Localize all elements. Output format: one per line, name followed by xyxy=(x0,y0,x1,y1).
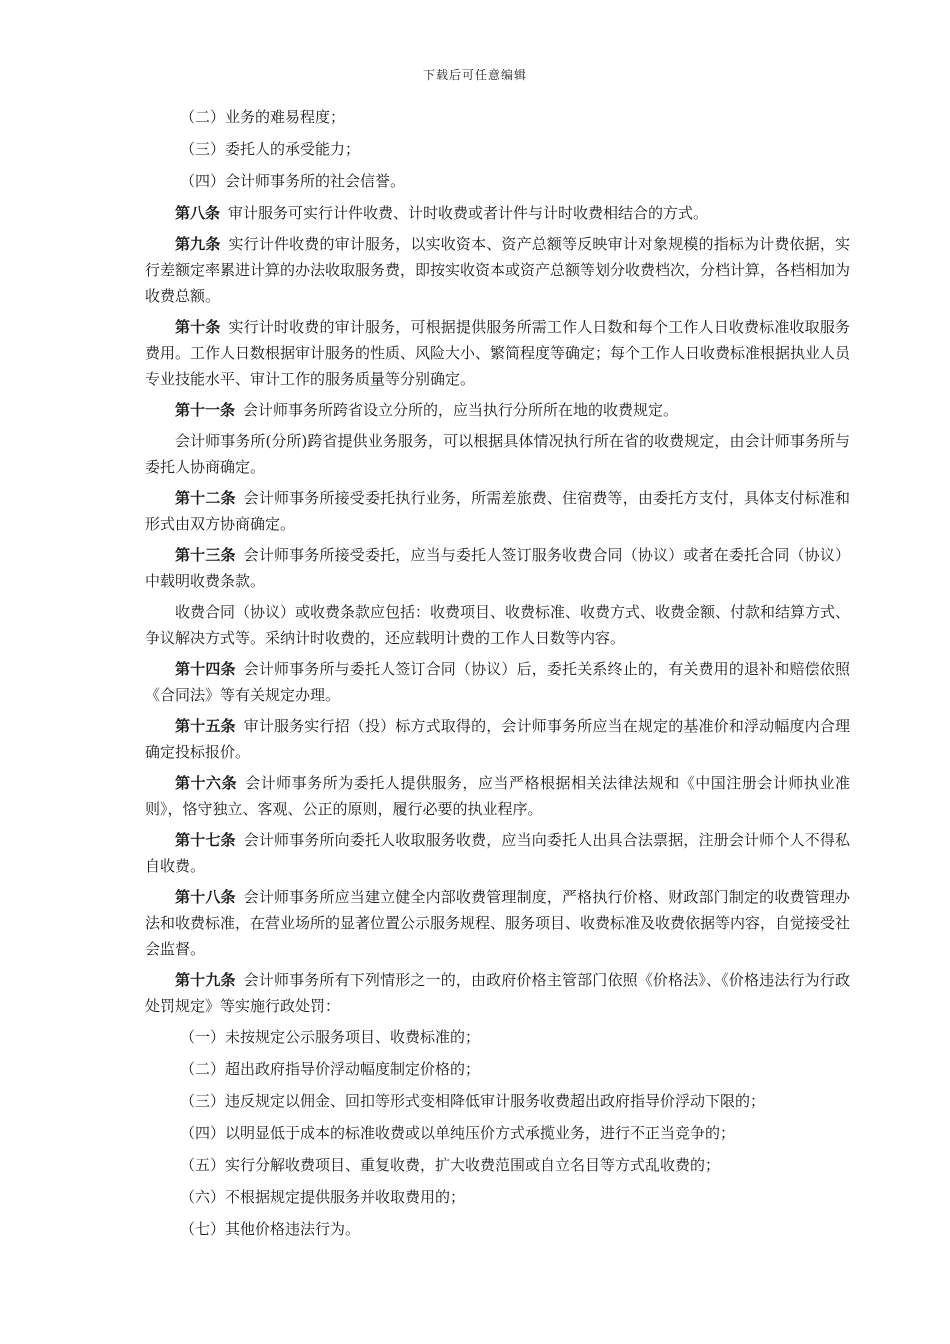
article-number: 第十五条 xyxy=(175,717,236,735)
article-paragraph xyxy=(145,397,850,423)
article-number: 第十一条 xyxy=(175,401,236,419)
article-paragraph xyxy=(145,656,850,708)
article-number: 第十七条 xyxy=(175,831,236,849)
article-text: 会计师事务所接受委托执行业务，所需差旅费、住宿费等，由委托方支付，具体支付标准和形式由双方协商确定。 xyxy=(145,489,850,533)
article-text: 会计师事务所为委托人提供服务，应当严格根据相关法律法规和《中国注册会计师执业准则》，恪守独立、客观、公正的原则，履行必要的执业程序。 xyxy=(145,774,850,818)
article-text: 实行计时收费的审计服务，可根据提供服务所需工作人日数和每个工作人日收费标准收取服务费用。工作人日数根据审计服务的性质、风险大小、繁简程度等确定；每个工作人日收费标准根据执业人员专业技能水平、审计工作的服务质量等分别确定。 xyxy=(145,318,851,388)
article-number: 第十九条 xyxy=(175,971,236,989)
list-item: （一）未按规定公示服务项目、收费标准的； xyxy=(180,1028,481,1046)
article-paragraph xyxy=(145,967,850,1019)
document-body xyxy=(145,104,850,1248)
article-number: 第十四条 xyxy=(175,660,236,678)
list-item: （三）违反规定以佣金、回扣等形式变相降低审计服务收费超出政府指导价浮动下限的； xyxy=(180,1092,766,1110)
article-text: 会计师事务所应当建立健全内部收费管理制度，严格执行价格、财政部门制定的收费管理办法和收费标准，在营业场所的显著位置公示服务规程、服务项目、收费标准及收费依据等内容，自觉接受社会监督。 xyxy=(145,888,851,958)
page-header: 下载后可任意编辑 xyxy=(422,68,527,82)
paragraph: 收费合同（协议）或收费条款应包括：收费项目、收费标准、收费方式、收费金额、付款和结算方式、争议解决方式等。采纳计时收费的，还应载明计费的工作人日数等内容。 xyxy=(145,603,851,647)
article-paragraph xyxy=(145,314,850,392)
list-item: （三）委托人的承受能力； xyxy=(180,140,361,158)
paragraph: 会计师事务所(分所)跨省提供业务服务，可以根据具体情况执行所在省的收费规定，由会计师事务所与委托人协商确定。 xyxy=(145,432,850,476)
article-paragraph xyxy=(145,770,850,822)
article-text: 审计服务实行招（投）标方式取得的，会计师事务所应当在规定的基准价和浮动幅度内合理确定投标报价。 xyxy=(145,717,850,761)
article-text: 会计师事务所跨省设立分所的，应当执行分所所在地的收费规定。 xyxy=(243,401,679,419)
article-number: 第十三条 xyxy=(175,546,236,564)
article-text: 审计服务可实行计件收费、计时收费或者计件与计时收费相结合的方式。 xyxy=(228,204,709,222)
list-item: （四）以明显低于成本的标准收费或以单纯压价方式承揽业务，进行不正当竞争的； xyxy=(180,1124,736,1142)
article-paragraph xyxy=(145,485,850,537)
article-paragraph xyxy=(145,542,850,594)
article-text: 实行计件收费的审计服务，以实收资本、资产总额等反映审计对象规模的指标为计费依据，实行差额定率累进计算的办法收取服务费，即按实收资本或资产总额等划分收费档次，分档计算，各档相加为收费总额。 xyxy=(145,235,851,305)
article-paragraph xyxy=(145,231,850,309)
list-item: （二）超出政府指导价浮动幅度制定价格的； xyxy=(180,1060,481,1078)
article-number: 第十条 xyxy=(175,318,221,336)
article-number: 第十二条 xyxy=(175,489,236,507)
article-paragraph xyxy=(145,827,850,879)
article-number: 第八条 xyxy=(175,204,221,222)
article-number: 第十六条 xyxy=(175,774,238,792)
list-item: （六）不根据规定提供服务并收取费用的； xyxy=(180,1188,466,1206)
list-item: （二）业务的难易程度； xyxy=(180,108,346,126)
article-paragraph xyxy=(145,200,850,226)
list-item: （七）其他价格违法行为。 xyxy=(180,1220,361,1238)
article-text: 会计师事务所与委托人签订合同（协议）后，委托关系终止的，有关费用的退补和赔偿依照《合同法》等有关规定办理。 xyxy=(145,660,850,704)
list-item: （五）实行分解收费项目、重复收费，扩大收费范围或自立名目等方式乱收费的； xyxy=(180,1156,721,1174)
article-paragraph xyxy=(145,713,850,765)
article-number: 第九条 xyxy=(175,235,221,253)
article-text: 会计师事务所接受委托，应当与委托人签订服务收费合同（协议）或者在委托合同（协议）中载明收费条款。 xyxy=(145,546,850,590)
article-text: 会计师事务所有下列情形之一的，由政府价格主管部门依照《价格法》、《价格违法行为行政处罚规定》等实施行政处罚： xyxy=(145,971,850,1015)
article-text: 会计师事务所向委托人收取服务收费，应当向委托人出具合法票据，注册会计师个人不得私自收费。 xyxy=(145,831,850,875)
list-item: （四）会计师事务所的社会信誉。 xyxy=(180,172,406,190)
article-number: 第十八条 xyxy=(175,888,236,906)
article-paragraph xyxy=(145,884,850,962)
